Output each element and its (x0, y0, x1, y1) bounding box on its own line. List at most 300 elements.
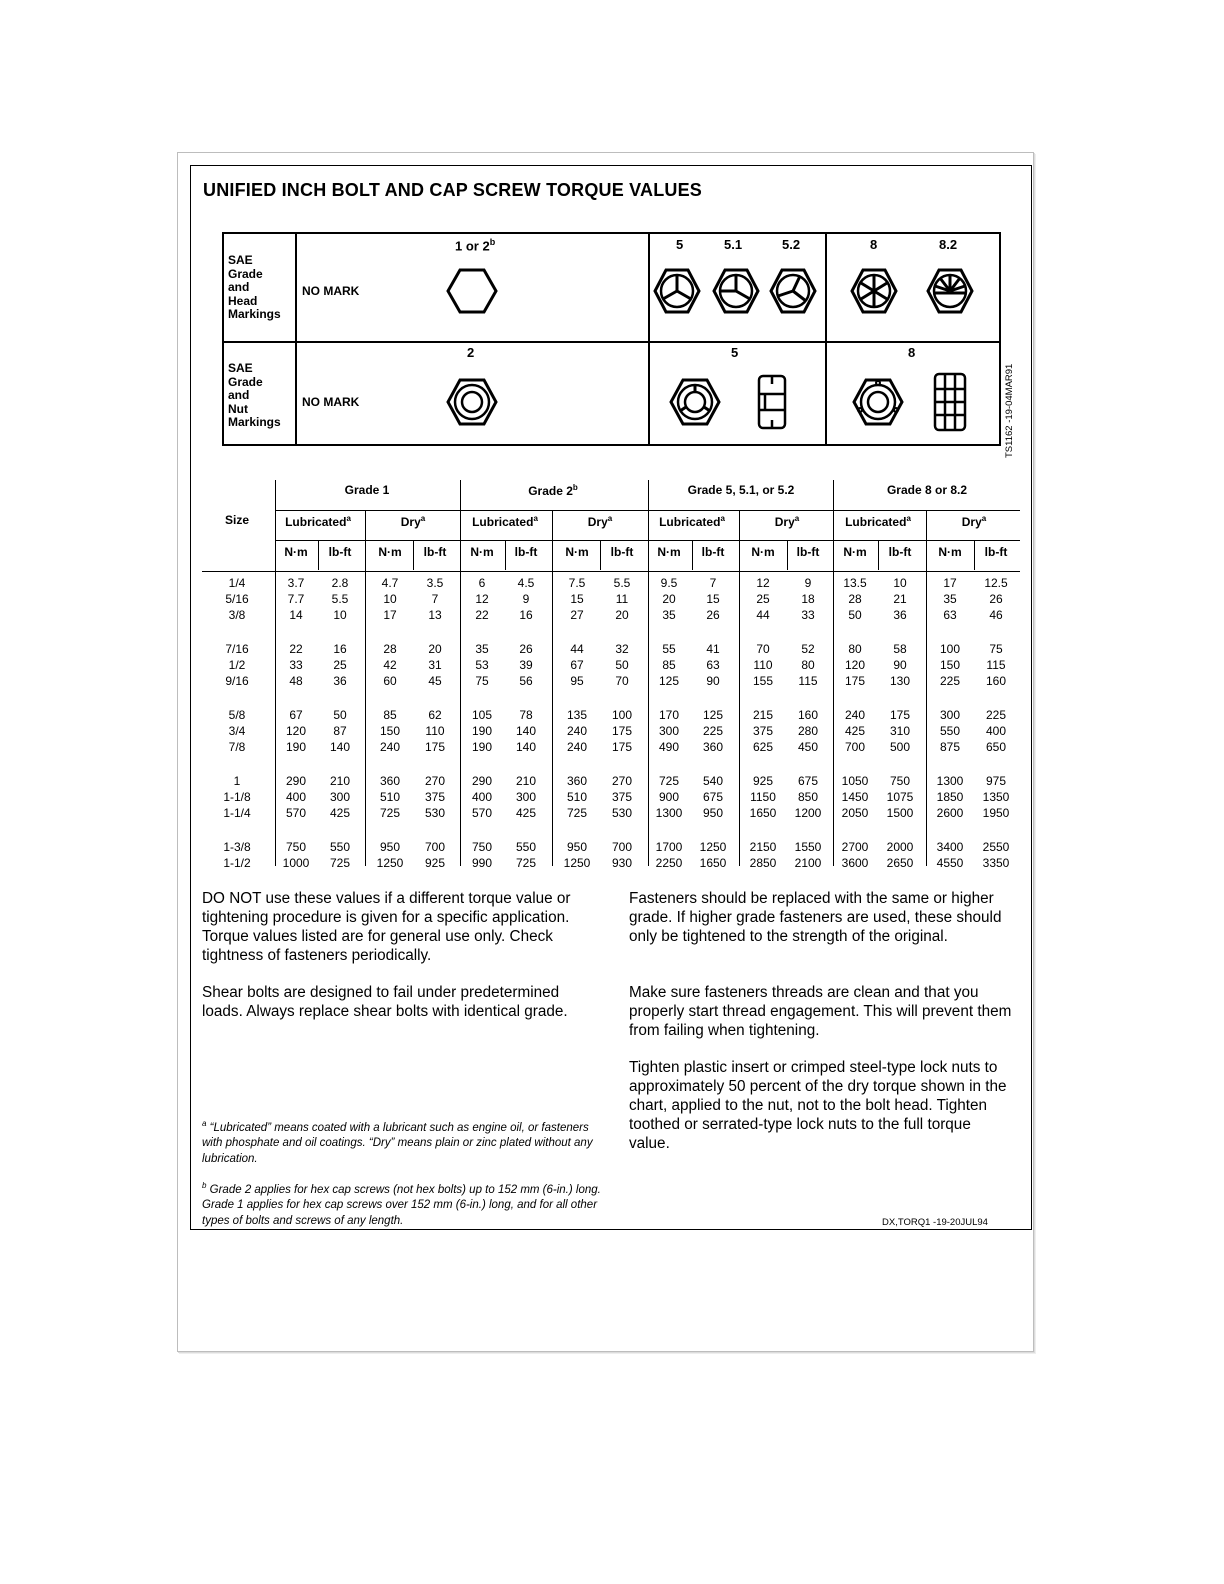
size-cell: 1 (233, 774, 241, 788)
torque-cell: 155 (752, 674, 774, 688)
torque-cell: 1650 (699, 856, 727, 870)
unit-lbft-header: lb-ft (701, 545, 725, 559)
torque-cell: 60 (383, 674, 397, 688)
hex-head-grade5-2-icon (771, 270, 815, 312)
grade-header: Grade 1 (344, 483, 390, 497)
torque-cell: 950 (566, 840, 588, 854)
torque-cell: 36 (333, 674, 347, 688)
torque-cell: 190 (285, 740, 307, 754)
torque-cell: 1700 (655, 840, 683, 854)
subgroup-divider (552, 510, 553, 866)
torque-cell: 850 (797, 790, 819, 804)
dry-header: Dry$^a$ (400, 514, 426, 529)
page-title: UNIFIED INCH BOLT AND CAP SCREW TORQUE VALUES (203, 180, 703, 200)
unit-lbft-header: lb-ft (328, 545, 352, 559)
torque-cell: 175 (424, 740, 446, 754)
torque-cell: 120 (844, 658, 866, 672)
torque-cell: 240 (844, 708, 866, 722)
torque-cell: 90 (893, 658, 907, 672)
torque-cell: 2650 (886, 856, 914, 870)
torque-cell: 2150 (749, 840, 777, 854)
header-rule (275, 510, 1020, 511)
torque-cell: 725 (379, 806, 401, 820)
torque-cell: 215 (752, 708, 774, 722)
torque-cell: 140 (515, 724, 537, 738)
torque-cell: 10 (383, 592, 397, 606)
torque-cell: 190 (471, 724, 493, 738)
torque-cell: 450 (797, 740, 819, 754)
torque-cell: 725 (658, 774, 680, 788)
size-cell: 7/8 (228, 740, 246, 754)
torque-cell: 1250 (563, 856, 591, 870)
torque-cell: 9.5 (660, 576, 678, 590)
torque-cell: 375 (752, 724, 774, 738)
note-lock-nuts: Tighten plastic insert or crimped steel-type lock nuts to approximately 50 percent of the dry torque shown in the chart, applied to the nut, not to the bolt head. Tighten toothed or serrated-type lock nuts to the full torque value. (629, 1059, 1007, 1152)
dry-header: Dry$^a$ (587, 514, 613, 529)
torque-cell: 225 (702, 724, 724, 738)
hex-head-grade5-icon (655, 270, 699, 312)
size-cell: 1/4 (228, 576, 246, 590)
grade-header: Grade 8 or 8.2 (886, 483, 968, 497)
head-grade-8-2: 8.2 (939, 237, 958, 252)
torque-cell: 1650 (749, 806, 777, 820)
torque-cell: 31 (428, 658, 442, 672)
grade-header: Grade 2$^b$ (528, 483, 578, 498)
torque-cell: 63 (943, 608, 957, 622)
torque-cell: 240 (379, 740, 401, 754)
torque-cell: 13.5 (843, 576, 867, 590)
torque-cell: 1075 (886, 790, 914, 804)
torque-cell: 50 (333, 708, 347, 722)
torque-cell: 52 (801, 642, 815, 656)
nut-side-grade5-icon (759, 376, 785, 428)
torque-cell: 2100 (794, 856, 822, 870)
dry-header: Dry$^a$ (961, 514, 987, 529)
torque-cell: 300 (515, 790, 537, 804)
note-replace-fasteners: Fasteners should be replaced with the same or higher grade. If higher grade fasteners are used, these should only be tightened to the strength of the original. (629, 890, 1002, 945)
torque-cell: 625 (752, 740, 774, 754)
unit-nm-header: N·m (284, 545, 308, 559)
torque-cell: 175 (611, 740, 633, 754)
torque-cell: 85 (662, 658, 676, 672)
note-shear-bolts: Shear bolts are designed to fail under predetermined loads. Always replace shear bolts with identical grade. (202, 984, 568, 1020)
torque-cell: 975 (985, 774, 1007, 788)
nut-grade-8: 8 (908, 345, 916, 360)
torque-cell: 85 (383, 708, 397, 722)
unit-nm-header: N·m (843, 545, 867, 559)
torque-cell: 12.5 (984, 576, 1008, 590)
torque-cell: 20 (662, 592, 676, 606)
torque-cell: 11 (615, 592, 629, 606)
size-cell: 9/16 (225, 674, 249, 688)
torque-cell: 1300 (655, 806, 683, 820)
torque-cell: 1950 (982, 806, 1010, 820)
torque-cell: 530 (611, 806, 633, 820)
torque-cell: 150 (379, 724, 401, 738)
torque-cell: 400 (285, 790, 307, 804)
torque-cell: 1550 (794, 840, 822, 854)
footnote-b: $^b$ Grade 2 applies for hex cap screws (not hex bolts) up to 152 mm (6-in.) long. Grade 1 applies for hex cap screws over 152 mm (6-in.) long, and for all other types of bolts and screws of any length. (202, 1181, 601, 1227)
torque-cell: 22 (475, 608, 489, 622)
torque-cell: 925 (752, 774, 774, 788)
head-markings-label: SAE Grade and Head Markings (228, 253, 281, 321)
torque-cell: 4.5 (517, 576, 535, 590)
size-header: Size (224, 513, 249, 527)
torque-cell: 210 (515, 774, 537, 788)
torque-cell: 540 (702, 774, 724, 788)
head-grade-8: 8 (870, 237, 878, 252)
torque-cell: 570 (471, 806, 493, 820)
torque-cell: 750 (889, 774, 911, 788)
torque-cell: 360 (566, 774, 588, 788)
torque-cell: 130 (889, 674, 911, 688)
torque-cell: 6 (478, 576, 486, 590)
torque-cell: 28 (383, 642, 397, 656)
torque-cell: 105 (471, 708, 493, 722)
torque-cell: 56 (519, 674, 533, 688)
torque-cell: 1050 (841, 774, 869, 788)
torque-cell: 80 (848, 642, 862, 656)
torque-cell: 360 (379, 774, 401, 788)
header-rule (202, 571, 1020, 572)
torque-cell: 225 (939, 674, 961, 688)
torque-cell: 750 (285, 840, 307, 854)
torque-cell: 2700 (841, 840, 869, 854)
torque-cell: 270 (611, 774, 633, 788)
torque-cell: 28 (848, 592, 862, 606)
torque-cell: 33 (801, 608, 815, 622)
torque-cell: 3400 (936, 840, 964, 854)
torque-cell: 110 (753, 658, 773, 672)
unit-nm-header: N·m (938, 545, 962, 559)
torque-cell: 875 (939, 740, 961, 754)
torque-cell: 175 (889, 708, 911, 722)
subgroup-divider (365, 510, 366, 866)
torque-cell: 70 (756, 642, 770, 656)
torque-cell: 5.5 (331, 592, 349, 606)
torque-cell: 4.7 (381, 576, 399, 590)
torque-cell: 425 (515, 806, 537, 820)
torque-cell: 500 (889, 740, 911, 754)
torque-cell: 100 (939, 642, 961, 656)
torque-cell: 20 (615, 608, 629, 622)
size-cell: 1-1/4 (223, 806, 251, 820)
torque-cell: 39 (519, 658, 533, 672)
torque-cell: 44 (570, 642, 584, 656)
hex-head-grade5-1-icon (714, 270, 758, 312)
torque-cell: 9 (522, 592, 530, 606)
torque-cell: 12 (475, 592, 489, 606)
hex-nut-grade8-icon (854, 380, 902, 424)
torque-cell: 14 (289, 608, 303, 622)
torque-cell: 1250 (376, 856, 404, 870)
torque-cell: 12 (756, 576, 770, 590)
note-clean-threads: Make sure fasteners threads are clean and that you properly start thread engagement. This will prevent them from failing when tightening. (629, 984, 1012, 1039)
head-grade-5-2: 5.2 (782, 237, 801, 252)
torque-cell: 25 (333, 658, 347, 672)
torque-cell: 175 (611, 724, 633, 738)
torque-cell: 3.7 (287, 576, 305, 590)
torque-cell: 360 (702, 740, 724, 754)
torque-cell: 16 (519, 608, 533, 622)
torque-cell: 240 (566, 740, 588, 754)
size-cell: 7/16 (225, 642, 249, 656)
torque-cell: 2600 (936, 806, 964, 820)
torque-cell: 17 (943, 576, 957, 590)
hex-nut-grade5-icon (671, 380, 719, 424)
torque-cell: 75 (475, 674, 489, 688)
torque-cell: 650 (985, 740, 1007, 754)
torque-cell: 27 (570, 608, 584, 622)
torque-cell: 15 (706, 592, 720, 606)
torque-cell: 33 (289, 658, 303, 672)
torque-cell: 125 (702, 708, 724, 722)
unit-lbft-header: lb-ft (796, 545, 820, 559)
torque-cell: 530 (424, 806, 446, 820)
torque-cell: 26 (706, 608, 720, 622)
torque-cell: 115 (798, 674, 818, 688)
torque-cell: 7.7 (287, 592, 305, 606)
header-rule (275, 540, 1020, 541)
torque-cell: 225 (985, 708, 1007, 722)
size-cell: 5/8 (228, 708, 246, 722)
torque-cell: 50 (615, 658, 629, 672)
torque-cell: 700 (611, 840, 633, 854)
torque-cell: 41 (706, 642, 720, 656)
torque-cell: 210 (329, 774, 351, 788)
torque-cell: 36 (893, 608, 907, 622)
torque-cell: 2250 (655, 856, 683, 870)
torque-cell: 7 (709, 576, 717, 590)
nut-no-mark: NO MARK (302, 395, 360, 409)
torque-cell: 1200 (794, 806, 822, 820)
torque-cell: 2550 (982, 840, 1010, 854)
subgroup-divider (926, 510, 927, 866)
unit-nm-header: N·m (378, 545, 402, 559)
torque-cell: 3600 (841, 856, 869, 870)
torque-cell: 100 (611, 708, 633, 722)
torque-cell: 300 (939, 708, 961, 722)
torque-cell: 1850 (936, 790, 964, 804)
torque-cell: 21 (893, 592, 907, 606)
torque-cell: 170 (658, 708, 680, 722)
torque-cell: 18 (801, 592, 815, 606)
torque-cell: 1500 (886, 806, 914, 820)
dry-header: Dry$^a$ (774, 514, 800, 529)
unit-nm-header: N·m (470, 545, 494, 559)
torque-cell: 17 (383, 608, 397, 622)
size-cell: 1/2 (228, 658, 246, 672)
torque-cell: 510 (566, 790, 588, 804)
torque-cell: 53 (475, 658, 489, 672)
torque-cell: 67 (570, 658, 584, 672)
torque-cell: 160 (797, 708, 819, 722)
torque-cell: 300 (329, 790, 351, 804)
lubricated-header: Lubricated$^a$ (472, 514, 538, 529)
torque-cell: 140 (515, 740, 537, 754)
torque-cell: 87 (333, 724, 347, 738)
torque-cell: 26 (519, 642, 533, 656)
torque-cell: 25 (756, 592, 770, 606)
torque-cell: 925 (424, 856, 446, 870)
torque-cell: 62 (428, 708, 442, 722)
torque-cell: 290 (471, 774, 493, 788)
torque-cell: 950 (702, 806, 724, 820)
torque-cell: 510 (379, 790, 401, 804)
torque-cell: 58 (893, 642, 907, 656)
torque-cell: 900 (658, 790, 680, 804)
torque-cell: 70 (615, 674, 629, 688)
figure-code: TS1162 -19-04MAR91 (1004, 363, 1015, 458)
torque-cell: 2.8 (331, 576, 349, 590)
markings-drawings (0, 0, 1224, 470)
torque-cell: 675 (797, 774, 819, 788)
torque-cell: 7 (431, 592, 439, 606)
torque-cell: 75 (989, 642, 1003, 656)
size-cell: 3/8 (228, 608, 246, 622)
torque-cell: 1350 (982, 790, 1010, 804)
torque-cell: 140 (329, 740, 351, 754)
torque-cell: 375 (424, 790, 446, 804)
lubricated-header: Lubricated$^a$ (285, 514, 351, 529)
nut-grade-5: 5 (731, 345, 739, 360)
torque-cell: 80 (801, 658, 815, 672)
torque-cell: 675 (702, 790, 724, 804)
document-code: DX,TORQ1 -19-20JUL94 (882, 1217, 988, 1228)
hex-nut-grade2-icon (448, 380, 496, 424)
torque-cell: 35 (943, 592, 957, 606)
torque-cell: 46 (989, 608, 1003, 622)
torque-cell: 7.5 (568, 576, 586, 590)
size-cell: 1-1/8 (223, 790, 251, 804)
torque-cell: 725 (515, 856, 537, 870)
torque-cell: 48 (289, 674, 303, 688)
torque-cell: 32 (615, 642, 629, 656)
torque-cell: 15 (570, 592, 584, 606)
torque-cell: 1300 (936, 774, 964, 788)
torque-cell: 3350 (982, 856, 1010, 870)
torque-cell: 35 (475, 642, 489, 656)
torque-cell: 280 (797, 724, 819, 738)
torque-cell: 160 (985, 674, 1007, 688)
torque-cell: 135 (566, 708, 588, 722)
torque-cell: 725 (329, 856, 351, 870)
torque-cell: 550 (329, 840, 351, 854)
hex-head-grade8-2-icon (928, 270, 972, 312)
unit-nm-header: N·m (565, 545, 589, 559)
torque-cell: 10 (893, 576, 907, 590)
torque-cell: 35 (662, 608, 676, 622)
size-cell: 1-3/8 (223, 840, 251, 854)
unit-lbft-header: lb-ft (514, 545, 538, 559)
torque-cell: 2050 (841, 806, 869, 820)
unit-lbft-header: lb-ft (984, 545, 1008, 559)
lubricated-header: Lubricated$^a$ (845, 514, 911, 529)
torque-cell: 290 (285, 774, 307, 788)
torque-cell: 42 (383, 658, 397, 672)
torque-cell: 9 (804, 576, 812, 590)
unit-nm-header: N·m (751, 545, 775, 559)
unit-lbft-header: lb-ft (888, 545, 912, 559)
torque-cell: 20 (428, 642, 442, 656)
torque-cell: 570 (285, 806, 307, 820)
head-grade-5: 5 (676, 237, 684, 252)
torque-cell: 67 (289, 708, 303, 722)
torque-cell: 3.5 (426, 576, 444, 590)
torque-cell: 930 (611, 856, 633, 870)
torque-cell: 750 (471, 840, 493, 854)
torque-cell: 5.5 (613, 576, 631, 590)
size-cell: 1-1/2 (223, 856, 251, 870)
torque-cell: 240 (566, 724, 588, 738)
torque-cell: 16 (333, 642, 347, 656)
torque-cell: 950 (379, 840, 401, 854)
torque-cell: 22 (289, 642, 303, 656)
torque-cell: 1450 (841, 790, 869, 804)
torque-cell: 700 (424, 840, 446, 854)
lubricated-header: Lubricated$^a$ (659, 514, 725, 529)
torque-cell: 375 (611, 790, 633, 804)
torque-cell: 190 (471, 740, 493, 754)
torque-cell: 78 (519, 708, 533, 722)
nut-grade-2: 2 (467, 345, 475, 360)
torque-cell: 400 (985, 724, 1007, 738)
torque-cell: 55 (662, 642, 676, 656)
torque-cell: 13 (428, 608, 442, 622)
torque-cell: 310 (889, 724, 911, 738)
head-no-mark: NO MARK (302, 284, 360, 298)
unit-lbft-header: lb-ft (610, 545, 634, 559)
torque-cell: 45 (428, 674, 442, 688)
torque-cell: 26 (989, 592, 1003, 606)
torque-cell: 95 (570, 674, 584, 688)
head-grade-1-or-2: 1 or 2$^b$ (455, 237, 496, 254)
torque-cell: 110 (425, 724, 445, 738)
hex-head-plain-icon (448, 270, 496, 312)
torque-cell: 10 (333, 608, 347, 622)
torque-cell: 725 (566, 806, 588, 820)
torque-cell: 490 (658, 740, 680, 754)
torque-cell: 300 (658, 724, 680, 738)
size-cell: 3/4 (228, 724, 246, 738)
torque-cell: 270 (424, 774, 446, 788)
torque-cell: 44 (756, 608, 770, 622)
torque-cell: 120 (285, 724, 307, 738)
torque-cell: 1150 (750, 790, 776, 804)
torque-cell: 550 (939, 724, 961, 738)
unit-lbft-header: lb-ft (423, 545, 447, 559)
torque-cell: 63 (706, 658, 720, 672)
subgroup-divider (739, 510, 740, 866)
torque-cell: 125 (658, 674, 680, 688)
torque-cell: 1000 (282, 856, 310, 870)
torque-cell: 175 (844, 674, 866, 688)
nut-markings-label: SAE Grade and Nut Markings (228, 361, 281, 429)
torque-cell: 150 (939, 658, 961, 672)
torque-cell: 425 (329, 806, 351, 820)
head-grade-5-1: 5.1 (724, 237, 743, 252)
torque-cell: 550 (515, 840, 537, 854)
note-do-not-use: DO NOT use these values if a different torque value or tightening procedure is given for a specific application. Torque values listed are for general use only. Check tightness of fasteners periodically. (202, 890, 571, 964)
torque-cell: 1250 (699, 840, 727, 854)
torque-cell: 990 (471, 856, 493, 870)
grade-header: Grade 5, 5.1, or 5.2 (687, 483, 795, 497)
torque-cell: 700 (844, 740, 866, 754)
torque-cell: 2850 (749, 856, 777, 870)
torque-cell: 4550 (936, 856, 964, 870)
torque-cell: 425 (844, 724, 866, 738)
torque-cell: 115 (986, 658, 1006, 672)
